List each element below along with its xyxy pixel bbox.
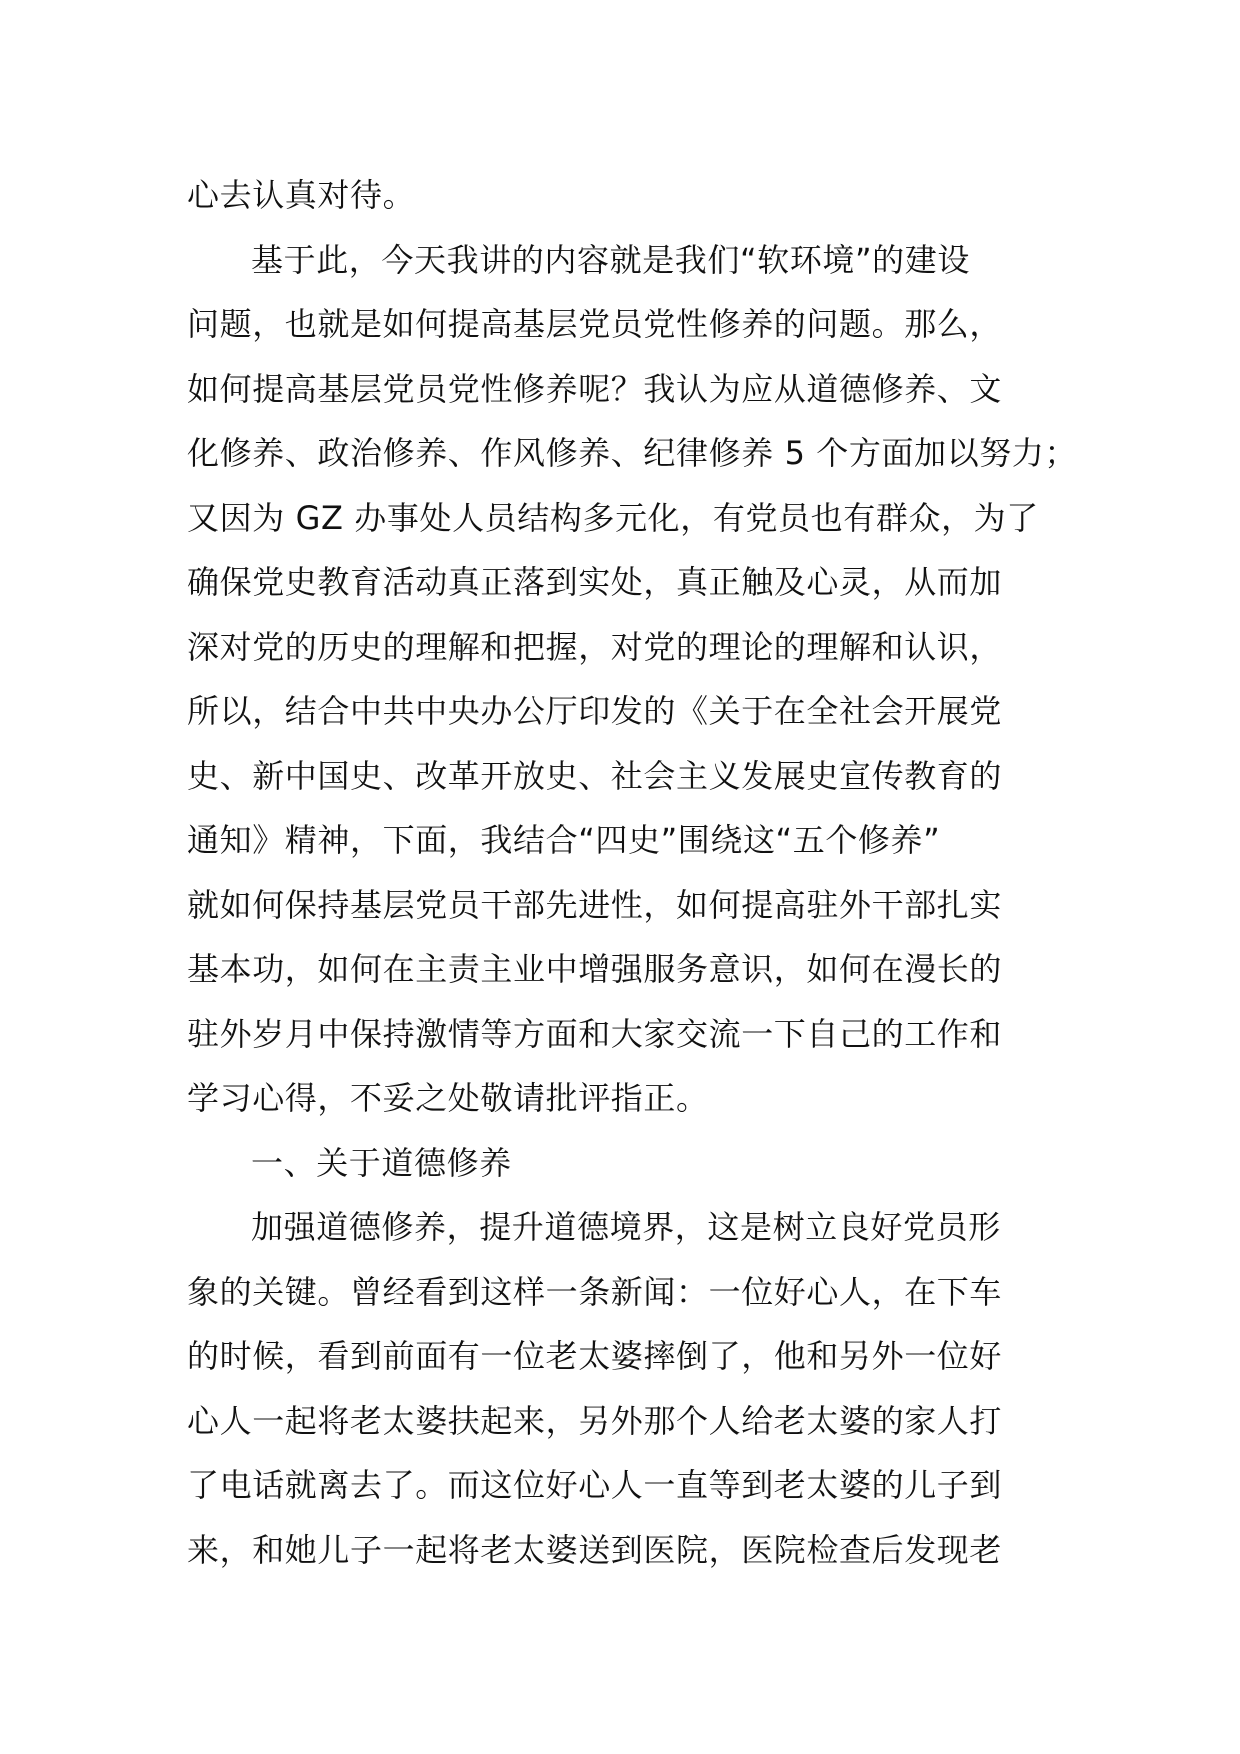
text-line-22: 来，和她儿子一起将老太婆送到医院，医院检查后发现老 — [187, 1530, 1003, 1569]
text-line-6: 又因为 GZ 办事处人员结构多元化，有党员也有群众，为了 — [187, 498, 1039, 537]
body-text — [187, 163, 1078, 1582]
text-line-3: 问题，也就是如何提高基层党员党性修养的问题。那么， — [187, 305, 1003, 343]
text-line-18: 象的关键。曾经看到这样一条新闻：一位好心人，在下车 — [187, 1272, 1003, 1311]
text-line-4: 如何提高基层党员党性修养呢？我认为应从道德修养、文 — [187, 369, 1003, 408]
text-line-7: 确保党史教育活动真正落到实处，真正触及心灵，从而加 — [187, 563, 1003, 601]
section-heading: 一、关于道德修养 — [251, 1143, 512, 1182]
paragraph-start-line: 加强道德修养，提升道德境界，这是树立良好党员形 — [251, 1208, 1001, 1246]
text-line-20: 心人一起将老太婆扶起来，另外那个人给老太婆的家人打 — [187, 1401, 1003, 1440]
text-line-10: 史、新中国史、改革开放史、社会主义发展史宣传教育的 — [187, 756, 1003, 795]
text-line-13: 基本功，如何在主责主业中增强服务意识，如何在漫长的 — [187, 950, 1003, 988]
paragraph-start-line: 基于此，今天我讲的内容就是我们“软环境”的建设 — [251, 240, 970, 279]
text-line-19: 的时候，看到前面有一位老太婆摔倒了，他和另外一位好 — [187, 1337, 1003, 1375]
text-line-8: 深对党的历史的理解和把握，对党的理论的理解和认识， — [187, 627, 1003, 666]
text-line-21: 了电话就离去了。而这位好心人一直等到老太婆的儿子到 — [187, 1466, 1003, 1504]
text-line-11: 通知》精神，下面，我结合“四史”围绕这“五个修养” — [187, 821, 941, 859]
text-line-1: 心去认真对待。 — [187, 176, 416, 214]
text-line-14: 驻外岁月中保持激情等方面和大家交流一下自己的工作和 — [187, 1014, 1003, 1053]
text-line-12: 就如何保持基层党员干部先进性，如何提高驻外干部扎实 — [187, 885, 1003, 924]
text-line-9: 所以，结合中共中央办公厅印发的《关于在全社会开展党 — [187, 692, 1003, 730]
text-line-15: 学习心得，不妥之处敬请批评指正。 — [187, 1079, 709, 1117]
text-line-5: 化修养、政治修养、作风修养、纪律修养 5 个方面加以努力； — [187, 434, 1078, 472]
